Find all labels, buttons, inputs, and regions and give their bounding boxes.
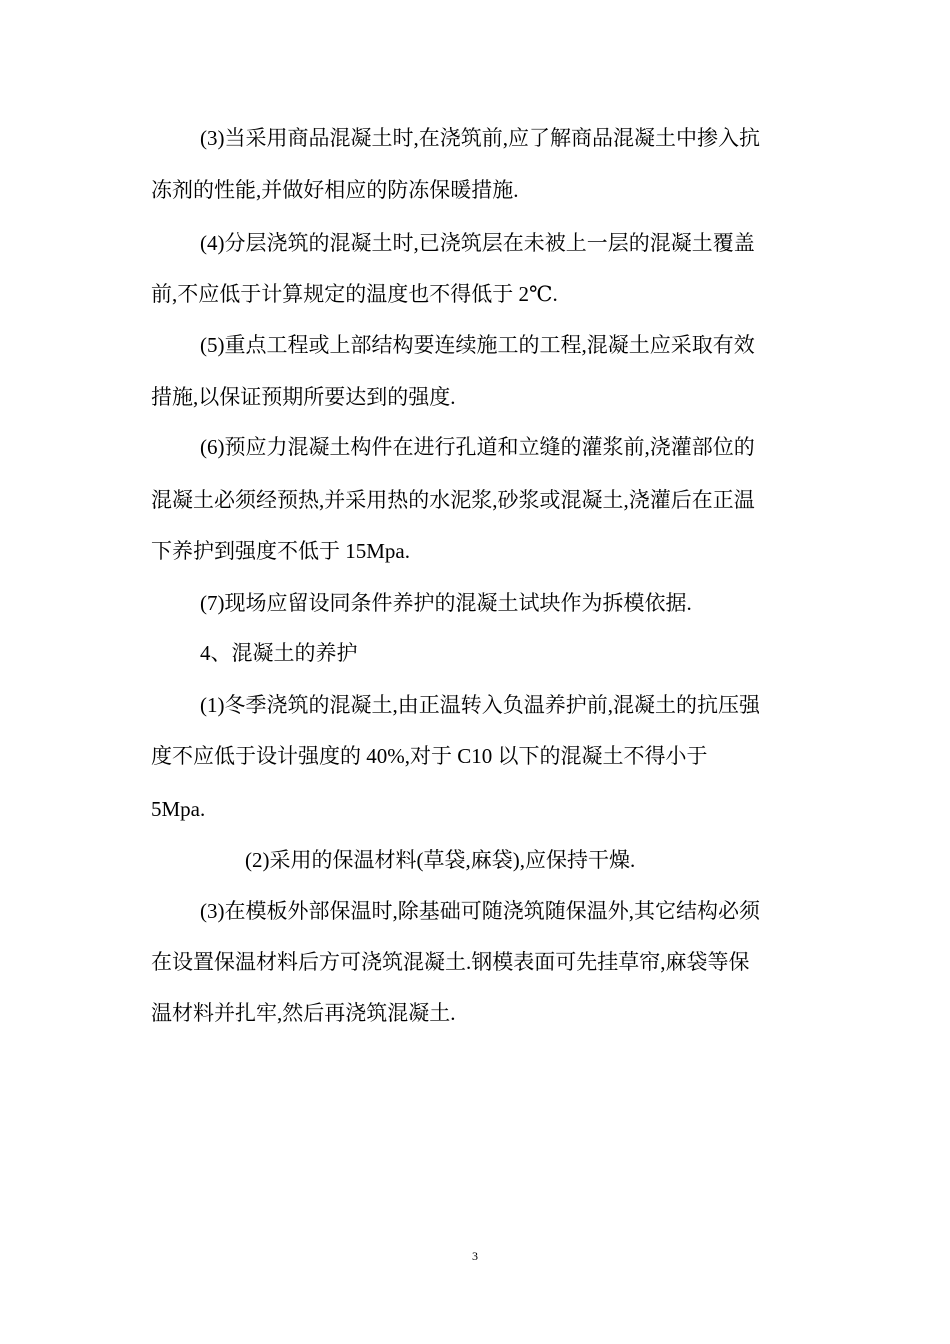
paragraph-line: 冻剂的性能,并做好相应的防冻保暖措施. bbox=[151, 178, 519, 202]
paragraph-line: (6)预应力混凝土构件在进行孔道和立缝的灌浆前,浇灌部位的 bbox=[200, 435, 755, 459]
paragraph-line: (3)在模板外部保温时,除基础可随浇筑随保温外,其它结构必须 bbox=[200, 899, 760, 923]
paragraph-line: 温材料并扎牢,然后再浇筑混凝土. bbox=[151, 1001, 456, 1025]
paragraph-line: (7)现场应留设同条件养护的混凝土试块作为拆模依据. bbox=[200, 591, 692, 615]
paragraph-line: 度不应低于设计强度的 40%,对于 C10 以下的混凝土不得小于 bbox=[151, 744, 708, 768]
paragraph-line: 5Mpa. bbox=[151, 797, 206, 821]
paragraph-line: (5)重点工程或上部结构要连续施工的工程,混凝土应采取有效 bbox=[200, 333, 755, 357]
paragraph-line: (3)当采用商品混凝土时,在浇筑前,应了解商品混凝土中掺入抗 bbox=[200, 126, 760, 150]
page-number: 3 bbox=[472, 1249, 478, 1263]
section-heading: 4、混凝土的养护 bbox=[200, 641, 358, 665]
paragraph-line: 在设置保温材料后方可浇筑混凝土.钢模表面可先挂草帘,麻袋等保 bbox=[151, 950, 750, 974]
paragraph-line: (1)冬季浇筑的混凝土,由正温转入负温养护前,混凝土的抗压强 bbox=[200, 693, 760, 717]
paragraph-line: 混凝土必须经预热,并采用热的水泥浆,砂浆或混凝土,浇灌后在正温 bbox=[151, 488, 755, 512]
paragraph-line: 前,不应低于计算规定的温度也不得低于 2℃. bbox=[151, 282, 558, 306]
paragraph-line: (4)分层浇筑的混凝土时,已浇筑层在未被上一层的混凝土覆盖 bbox=[200, 231, 755, 255]
paragraph-line: (2)采用的保温材料(草袋,麻袋),应保持干燥. bbox=[245, 848, 636, 872]
paragraph-line: 措施,以保证预期所要达到的强度. bbox=[151, 385, 456, 409]
paragraph-line: 下养护到强度不低于 15Mpa. bbox=[151, 539, 410, 563]
